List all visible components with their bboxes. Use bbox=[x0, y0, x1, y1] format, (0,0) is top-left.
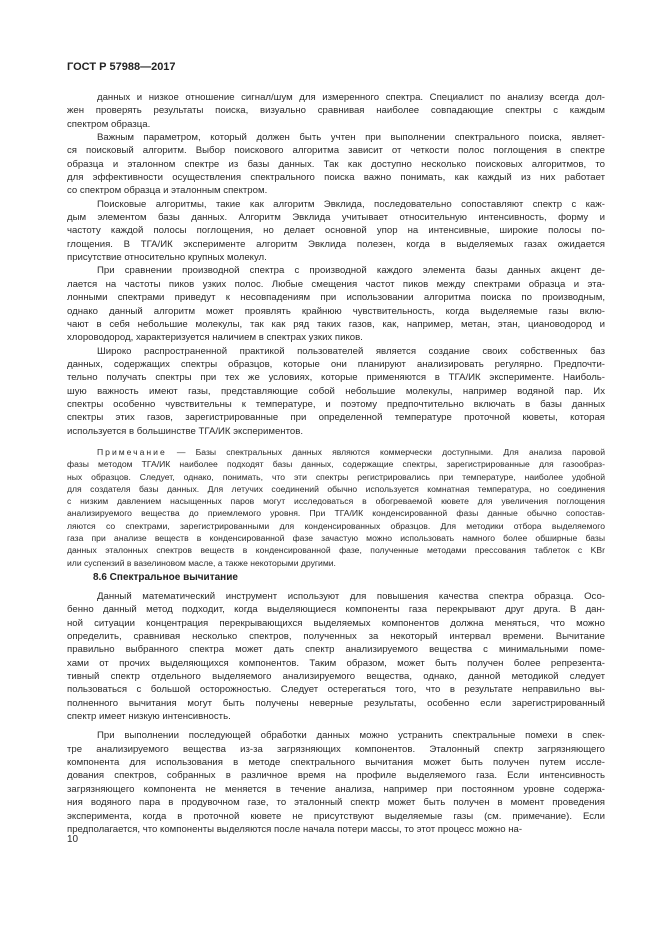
text-line: чают в себя небольшие молекулы, так как ряд таких газов, как, например, метан, этан, циановодород и bbox=[67, 318, 605, 330]
text-line: определить, сравнивая несколько спектров, полученных за некоторый интервал времени. Вычитание bbox=[67, 631, 605, 643]
text-line: ной ситуации концентрация перекрывающихся выделяемых компонентов должна меняться, что можно bbox=[67, 617, 605, 629]
section-body-text bbox=[67, 590, 605, 836]
note-line: анализируемого вещества до приемлемого уровня. При ТГА/ИК конденсированной фазы данные обычно сопостав- bbox=[67, 508, 605, 519]
text-line: спектры особенно чувствительны к температуре, и поэтому предпочтительно включать в базы данных bbox=[67, 398, 605, 410]
text-line: пользоваться с большой осторожностью. Следует остерегаться того, что в результате неправильно вы- bbox=[67, 684, 605, 696]
text-line: ния водяного пара в продувочном газе, то эталонный спектр может быть получен в момент проведения bbox=[67, 797, 605, 809]
text-line: Данный математический инструмент используют для повышения качества спектра образца. Осо- bbox=[97, 591, 605, 602]
text-line: эксперимента, когда в проточной кювете не присутствуют выделяемые газы (см. примечание). Если bbox=[67, 810, 605, 822]
text-line: тивный спектр отдельного выделяемого анализируемого вещества, однако, данной методикой следует bbox=[67, 671, 605, 683]
note-line: для создателя базы данных. Для летучих соединений обычно используется комнатная температура, но соединения bbox=[67, 483, 605, 494]
note-line: ляются со спектрами, зарегистрированными для конденсированных образцов. Для методики отбора выделяемого bbox=[67, 520, 605, 531]
text-line: используется в большинстве ТГА/ИК экспериментов. bbox=[67, 425, 303, 437]
note-line: или суспензий в вазелиновом масле, а также некоторыми другими. bbox=[67, 557, 336, 568]
text-line: лается на частоты пиков узких полос. Любые смещения частот пиков между спектрами образца и эта- bbox=[67, 278, 605, 290]
text-line: тельно получать спектры при тех же условиях, которые применяются в ТГА/ИК эксперименте. Наиболь- bbox=[67, 372, 605, 384]
note-line: данных эталонных спектров веществ в конденсированной фазе, полученные методами прессования таблеток с KBr bbox=[67, 545, 605, 556]
note-label: Примечание bbox=[97, 447, 167, 457]
page-number: 10 bbox=[67, 834, 79, 845]
text-line: данных, содержащих спектры образцов, которые они планируют анализировать регулярно. Предпочти- bbox=[67, 358, 605, 370]
text-line: данных и низкое отношение сигнал/шум для измеренного спектра. Специалист по анализу всегда дол- bbox=[97, 92, 605, 103]
text-line: однако данный алгоритм может проявлять крайнюю чувствительность, когда выделяемые газы вклю- bbox=[67, 305, 605, 317]
text-line: При сравнении производной спектра с производной каждого элемента базы данных акцент де- bbox=[97, 265, 605, 277]
paragraph bbox=[67, 91, 605, 131]
text-line: жен проверять результаты поиска, визуально сравнивая наиболее совпадающие спектры с каждым bbox=[67, 105, 605, 117]
text-line: дования спектров, собранных в различное время на профиле выделяемого газа. Если интенсивность bbox=[67, 770, 605, 782]
paragraph bbox=[67, 198, 605, 265]
document-header: ГОСТ Р 57988—2017 bbox=[67, 61, 176, 73]
text-line: Важным параметром, который должен быть учтен при выполнении спектрального поиска, являет- bbox=[97, 132, 605, 144]
text-line: Поисковые алгоритмы, такие как алгоритм Эвклида, последовательно сопоставляют спектр с каж- bbox=[97, 198, 605, 210]
text-line: ся поисковый алгоритм. Выбор поискового алгоритма зависит от четкости полос поглощения в спектре bbox=[67, 145, 605, 157]
text-line: присутствие относительно крупных молекул. bbox=[67, 252, 267, 264]
text-line: частоту каждой полосы поглощения, но делает основной упор на интенсивные, широкие полосы по- bbox=[67, 225, 605, 237]
text-line: шую важность имеют газы, представляющие собой небольшие молекулы, например водяной пар. Их bbox=[67, 385, 605, 397]
text-line: правильно выбранного спектра может дать спектр анализируемого вещества с минимальными поме- bbox=[67, 644, 605, 656]
text-line: Широко распространенной практикой пользователей является создание своих собственных баз bbox=[97, 345, 605, 357]
paragraph bbox=[67, 131, 605, 198]
paragraph bbox=[67, 345, 605, 438]
text-line: хлороводород, характеризуется наличием в спектрах узких пиков. bbox=[67, 332, 363, 344]
text-line: предполагается, что компоненты выделяются после начала потери массы, то этот процесс можно на- bbox=[67, 823, 523, 835]
note-line: фазы методом ТГА/ИК наиболее подходят базы данных, содержащие спектры, зарегистрированные для газообраз- bbox=[67, 459, 605, 470]
text-line: загрязняющего компонента не меняется в течение анализа, например при постоянном уровне содержа- bbox=[67, 783, 605, 795]
text-line: тре анализируемого вещества из-за загрязняющих компонентов. Эталонный спектр загрязняющего bbox=[67, 743, 605, 755]
text-line: глощения. В ТГА/ИК эксперименте алгоритм Эвклида полезен, когда в выделяемых газах ожидается bbox=[67, 238, 605, 250]
note-text: — Базы спектральных данных являются коммерчески доступными. Для анализа паровой bbox=[166, 447, 605, 457]
text-line: со спектром образца и эталонным спектром. bbox=[67, 185, 268, 197]
note-line: ных образцов. Следует, однако, понимать, что эти спектры регистрировались при температуре, наиболее удобной bbox=[67, 471, 605, 482]
paragraph bbox=[67, 729, 605, 836]
text-line: спектры этих газов, зарегистрированные при определенной температуре проточной кюветы, которая bbox=[67, 412, 605, 424]
section-heading: 8.6 Спектральное вычитание bbox=[93, 572, 238, 583]
text-line: спектр имеет низкую интенсивность. bbox=[67, 711, 231, 723]
text-line: лонными спектрами приведут к несовпадениям при использовании алгоритма поиска по производным, bbox=[67, 292, 605, 304]
text-line: бенно данный метод подходит, когда выделяющиеся компоненты газа перекрывают друг друга. В дан- bbox=[67, 604, 605, 616]
note-first-line bbox=[67, 446, 605, 458]
text-line: При выполнении последующей обработки данных можно устранить спектральные помехи в спек- bbox=[97, 730, 605, 742]
text-line: компонента для использования в методе спектрального вычитания может быть получен путем иссле- bbox=[67, 757, 605, 769]
text-line: для эффективности осуществления спектрального поиска важно понимать, как каждый из них работает bbox=[67, 172, 605, 184]
text-line: полненного вычитания могут быть получены неверные результаты, особенно если зарегистрированный bbox=[67, 697, 605, 709]
text-line: образца и эталонном спектре из базы данных. Так как доступно несколько поисковых алгоритмов, то bbox=[67, 158, 605, 170]
text-line: хами от прочих выделяющихся компонентов. Таким образом, может быть получен более репрезента- bbox=[67, 657, 605, 669]
text-line: спектром образца. bbox=[67, 118, 151, 130]
note-block bbox=[67, 446, 605, 569]
text-line: дым элементом базы данных. Алгоритм Эвклида учитывает относительную интенсивность, форму и bbox=[67, 212, 605, 224]
paragraph bbox=[67, 264, 605, 344]
note-line: газа при анализе веществ в конденсированной фазе зачастую можно использовать намного более обширные базы bbox=[67, 533, 605, 544]
note-line: с низким давлением насыщенных паров могут исследоваться в обогреваемой кювете для увеличения поглощения bbox=[67, 496, 605, 507]
body-text bbox=[67, 91, 605, 438]
paragraph bbox=[67, 590, 605, 723]
